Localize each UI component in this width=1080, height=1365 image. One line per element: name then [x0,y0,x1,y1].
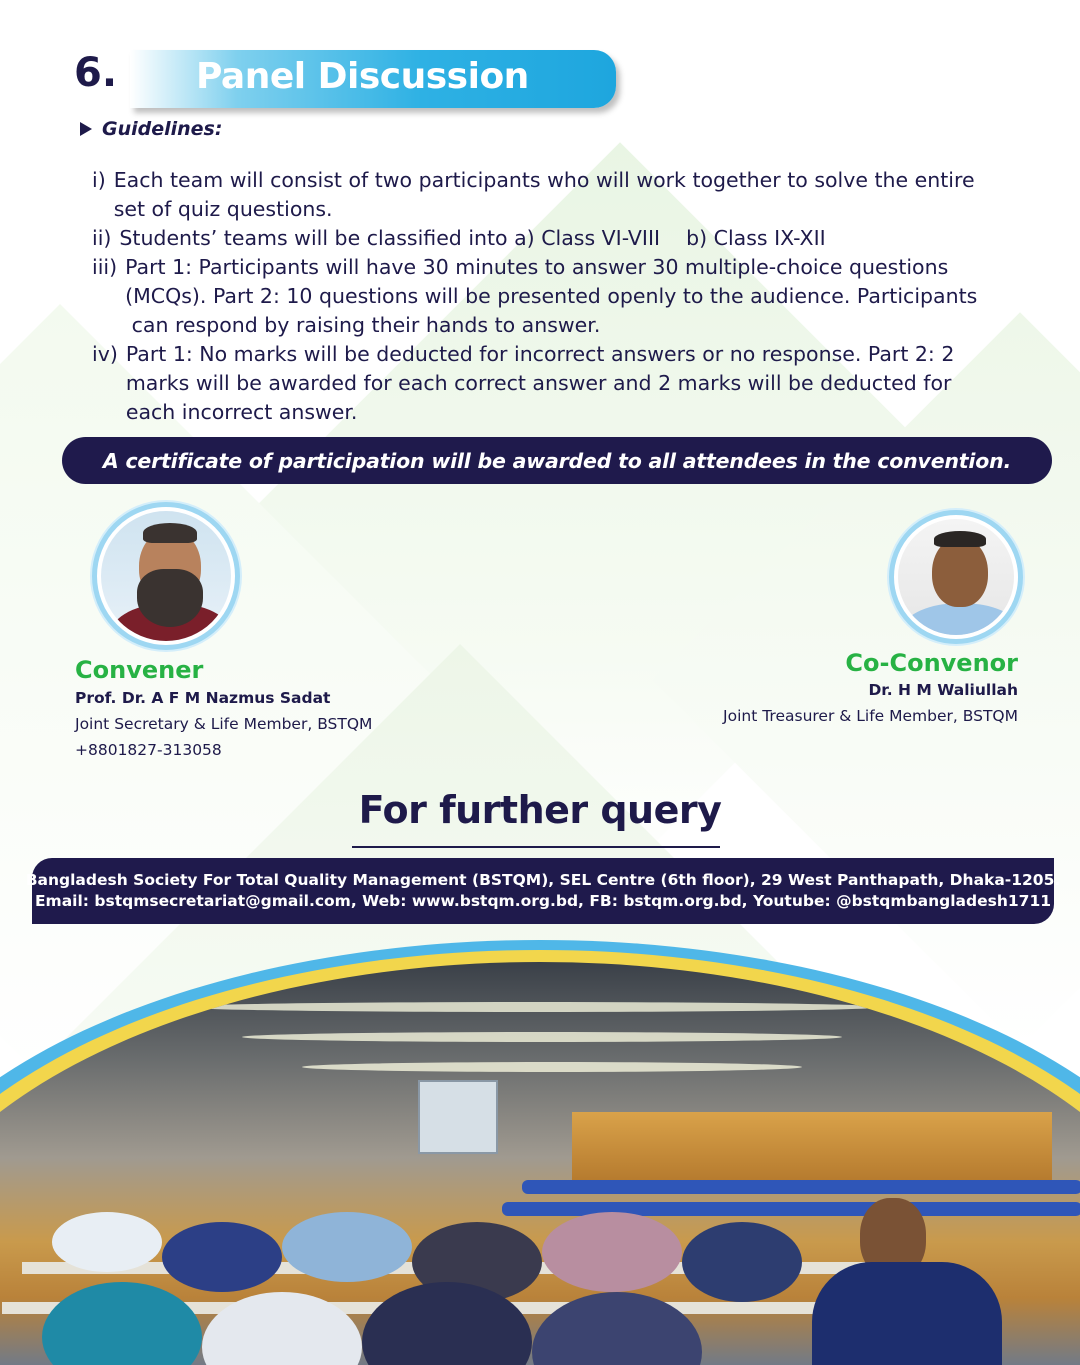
co-convenor-name: Dr. H M Waliullah [868,681,1018,699]
rule-text: each incorrect answer. [125,400,358,424]
rule-text: Part 1: Participants will have 30 minutes to answer 30 multiple-choice questions [125,255,949,279]
convener-role: Convener [75,656,204,684]
rule-item [92,224,1042,253]
convener-title: Joint Secretary & Life Member, BSTQM [75,715,373,733]
rule-item [92,340,1042,427]
convener-photo [92,502,240,650]
certificate-banner [62,437,1052,484]
rule-number: iii) [92,255,118,279]
play-triangle-icon [80,122,92,136]
rule-item [92,253,1042,340]
rule-text: marks will be awarded for each correct answer and 2 marks will be deducted for [125,371,952,395]
convener-name: Prof. Dr. A F M Nazmus Sadat [75,689,331,707]
co-convenor-title: Joint Treasurer & Life Member, BSTQM [723,707,1018,725]
section-number: 6. [74,50,118,96]
event-photo-frame [0,940,1080,1365]
co-convenor-role: Co-Convenor [845,649,1018,677]
query-underline [352,846,720,848]
section-title: Panel Discussion [196,56,529,97]
rule-text: Each team will consist of two participants who will work together to solve the entire [113,168,975,192]
rule-text: Students’ teams will be classified into a) Class VI-VIII b) Class IX-XII [119,226,826,250]
contact-bar [25,858,1061,924]
rule-item [92,166,1042,224]
rule-text: (MCQs). Part 2: 10 questions will be presented openly to the audience. Participants [125,284,978,308]
query-title: For further query [358,788,722,832]
rule-text: Part 1: No marks will be deducted for incorrect answers or no response. Part 2: 2 [125,342,955,366]
certificate-text: A certificate of participation will be awarded to all attendees in the convention. [102,448,1012,473]
rule-number: iv) [92,342,118,366]
address-line: Bangladesh Society For Total Quality Management (BSTQM), SEL Centre (6th floor), 29 West Panthapath, Dhaka-1205. [25,871,1061,889]
projector-screen [418,1080,498,1154]
rule-number: i) [92,168,106,192]
convener-phone: +8801827-313058 [75,741,222,759]
co-convenor-photo [889,510,1023,644]
contact-line: Email: bstqmsecretariat@gmail.com, Web: www.bstqm.org.bd, FB: bstqm.org.bd, Youtube: @bstqmbangladesh1711 [34,892,1052,910]
guidelines-label: Guidelines: [102,118,223,140]
rule-text: can respond by raising their hands to answer. [125,313,601,337]
rule-number: ii) [92,226,112,250]
rule-text: set of quiz questions. [113,197,333,221]
guidelines-heading [80,118,222,140]
guidelines-list [92,166,1042,427]
